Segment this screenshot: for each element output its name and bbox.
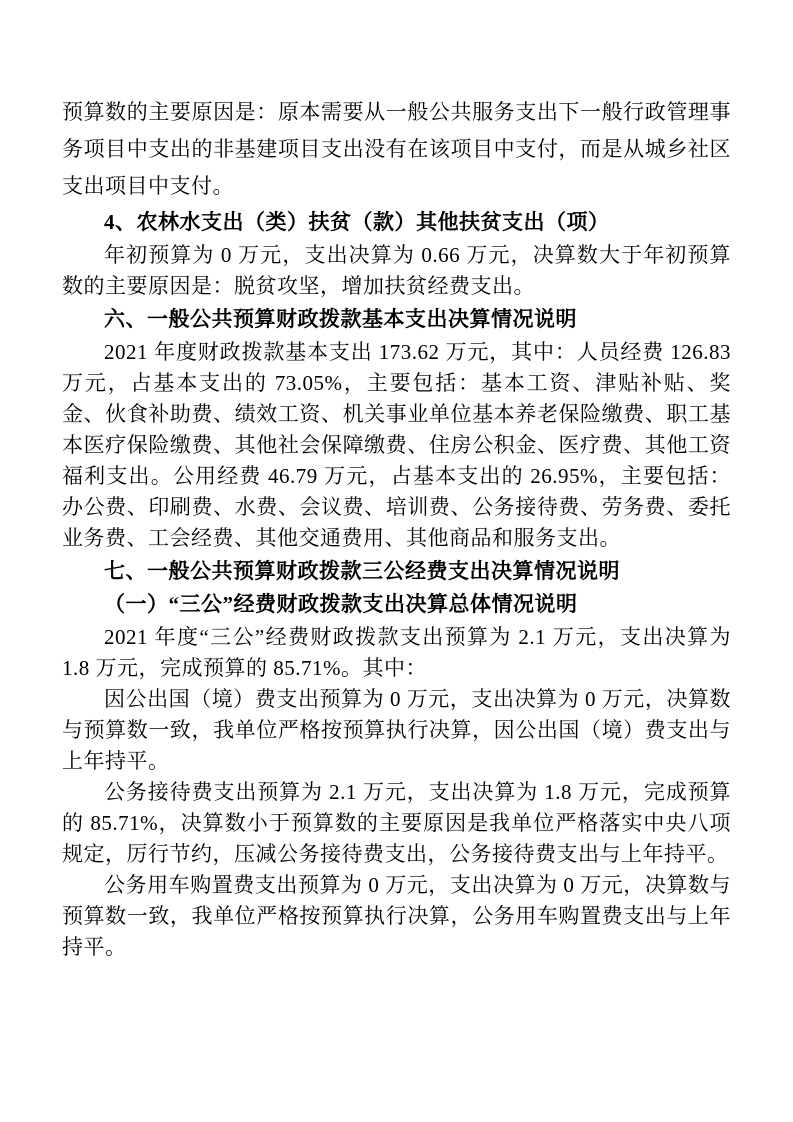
para-section7-1-overview: 2021 年度“三公”经费财政拨款支出预算为 2.1 万元，支出决算为 1.8 万元，完成预算的 85.71%。其中： — [62, 625, 731, 680]
para-item4-explanation: 年初预算为 0 万元，支出决算为 0.66 万元，决算数大于年初预算数的主要原因是：脱贫攻坚，增加扶贫经费支出。 — [62, 243, 731, 298]
para-overspend-reason-continuation: 预算数的主要原因是：原本需要从一般公共服务支出下一般行政管理事务项目中支出的非基建项目支出没有在该项目中支付，而是从城乡社区支出项目中支付。 — [62, 100, 731, 198]
para-outbound-travel-expense: 因公出国（境）费支出预算为 0 万元，支出决算为 0 万元，决算数与预算数一致，我单位严格按预算执行决算，因公出国（境）费支出与上年持平。 — [62, 687, 731, 773]
para-official-reception-expense: 公务接待费支出预算为 2.1 万元，支出决算为 1.8 万元，完成预算的 85.71%，决算数小于预算数的主要原因是我单位严格落实中央八项规定，厉行节约，压减公务接待费支出，公务接待费支出与上年持平。 — [62, 780, 731, 866]
para-official-vehicle-purchase-expense: 公务用车购置费支出预算为 0 万元，支出决算为 0 万元，决算数与预算数一致，我单位严格按预算执行决算，公务用车购置费支出与上年持平。 — [62, 873, 731, 959]
para-section6-basic-expenditure-detail: 2021 年度财政拨款基本支出 173.62 万元，其中：人员经费 126.83 万元，占基本支出的 73.05%，主要包括：基本工资、津贴补贴、奖金、伙食补助费、绩效工资、机关事业单位基本养老保险缴费、职工基本医疗保险缴费、其他社会保障缴费、住房公积金、医疗费、其他工资福利支出。公用经费 46.79 万元，占基本支出的 26.95%，主要包括：办公费、印刷费、水费、会议费、培训费、公务接待费、劳务费、委托业务费、工会经费、其他交通费用、其他商品和服务支出。 — [62, 340, 731, 550]
heading-section7-1-overall-situation: （一）“三公”经费财政拨款支出决算总体情况说明 — [104, 592, 578, 616]
heading-section6-basic-expenditure: 六、一般公共预算财政拨款基本支出决算情况说明 — [104, 307, 577, 331]
heading-section7-three-public-funds: 七、一般公共预算财政拨款三公经费支出决算情况说明 — [104, 559, 620, 583]
heading-item4-agriculture-poverty-expenditure: 4、农林水支出（类）扶贫（款）其他扶贫支出（项） — [104, 210, 610, 234]
